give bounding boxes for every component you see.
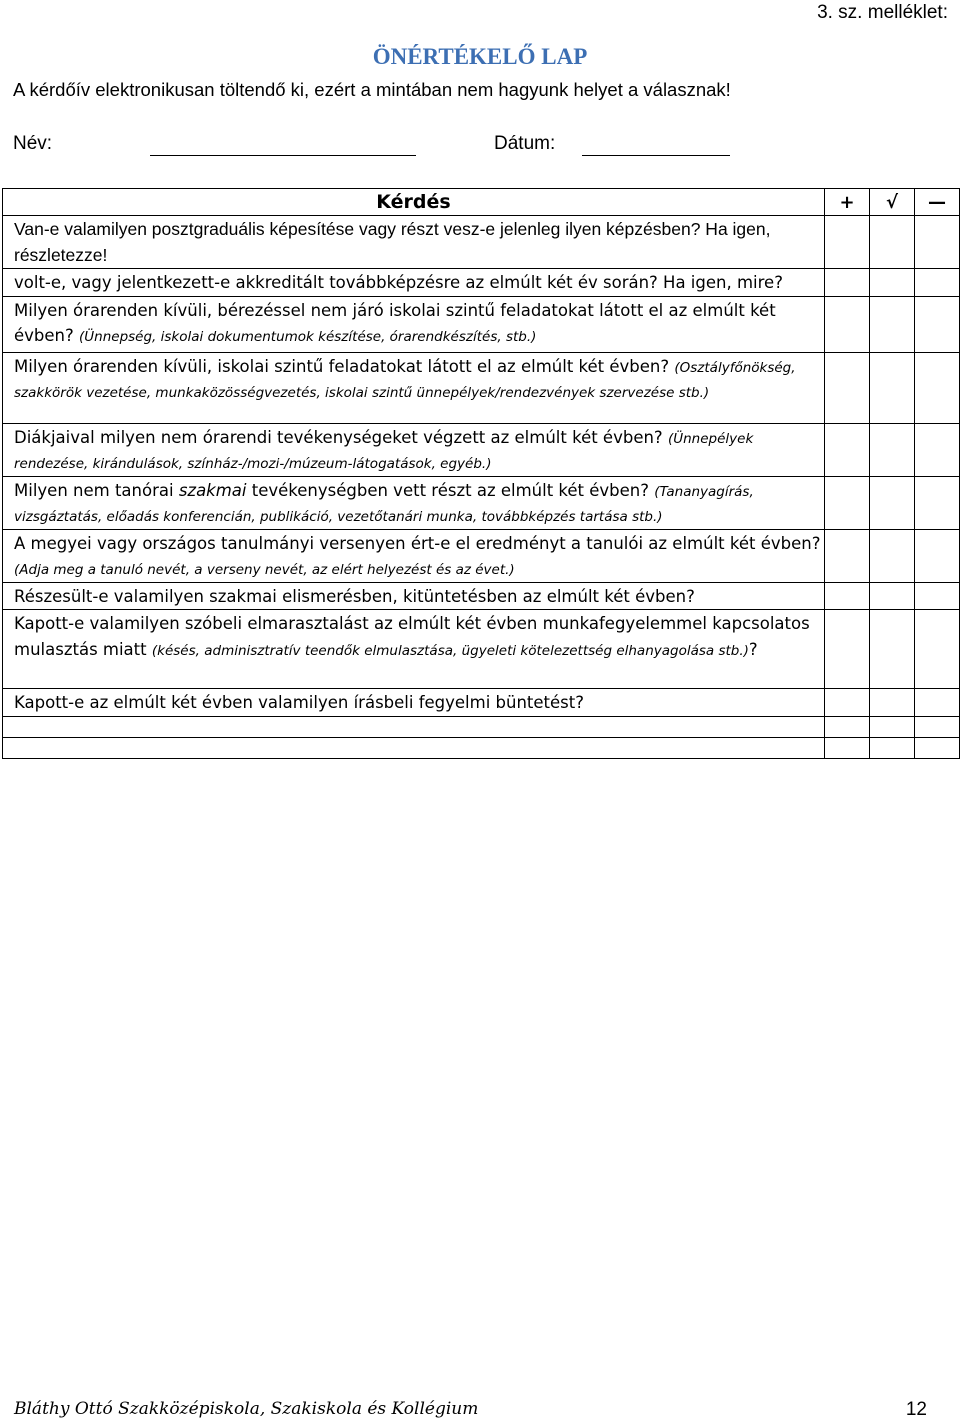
check-cell[interactable] [870, 216, 915, 269]
plus-cell[interactable] [825, 610, 870, 689]
dash-cell[interactable] [915, 423, 960, 476]
question-cell [3, 423, 825, 476]
question-text: A megyei vagy országos tanulmányi versenyen ért-e el eredményt a tanulói az elmúlt két évben? [14, 533, 821, 553]
check-cell[interactable] [870, 352, 915, 423]
question-text-emphasis: szakmai [178, 480, 247, 500]
plus-cell[interactable] [825, 296, 870, 352]
question-cell [3, 296, 825, 352]
question-cell [3, 216, 825, 269]
table-row [3, 269, 960, 297]
dash-cell[interactable] [915, 610, 960, 689]
dash-cell[interactable] [915, 529, 960, 582]
plus-cell[interactable] [825, 423, 870, 476]
question-text: Kapott-e valamilyen szóbeli elmarasztalást az elmúlt két évben munkafegyelemmel kapcsolatos mulasztás miatt [14, 614, 810, 659]
table-row [3, 582, 960, 610]
table-row [3, 216, 960, 269]
header-check: √ [870, 189, 915, 216]
question-cell [3, 689, 825, 717]
dash-cell[interactable] [915, 716, 960, 737]
question-text: Van-e valamilyen posztgraduális képesítése vagy részt vesz-e jelenleg ilyen képzésben? Ha igen, részletezze! [14, 219, 771, 265]
check-cell[interactable] [870, 582, 915, 610]
instruction-text: A kérdőív elektronikusan töltendő ki, ezért a mintában nem hagyunk helyet a válasznak! [13, 79, 731, 100]
table-header-row [3, 189, 960, 216]
question-note: (Tananyagírás, vizsgáztatás, előadás konferencián, publikáció, vezetőtanári munka, továbbképzés tartása stb.) [14, 483, 754, 525]
question-text: Milyen órarenden kívüli, iskolai szintű feladatokat látott el az elmúlt két évben? [14, 356, 670, 376]
question-cell [3, 529, 825, 582]
plus-cell[interactable] [825, 216, 870, 269]
question-note: (késés, adminisztratív teendők elmulasztása, ügyeleti kötelezettség elhanyagolása stb.) [151, 642, 749, 659]
plus-cell[interactable] [825, 689, 870, 717]
question-note: (Ünnepélyek rendezése, kirándulások, színház-/mozi-/múzeum-látogatások, egyéb.) [14, 430, 754, 472]
check-cell[interactable] [870, 716, 915, 737]
question-text: Milyen órarenden kívüli, bérezéssel nem járó iskolai szintű feladatokat látott el az elmúlt két évben? [14, 300, 776, 345]
question-suffix: ? [748, 639, 758, 659]
name-label: Név: [13, 133, 53, 154]
date-label: Dátum: [494, 133, 556, 154]
dash-cell[interactable] [915, 269, 960, 297]
question-cell [3, 269, 825, 297]
plus-cell[interactable] [825, 737, 870, 758]
plus-cell[interactable] [825, 269, 870, 297]
name-field-line[interactable] [150, 155, 416, 156]
table-row [3, 689, 960, 717]
check-cell[interactable] [870, 476, 915, 529]
page-number: 12 [905, 1399, 927, 1420]
date-field-line[interactable] [582, 155, 730, 156]
question-text-pre: Milyen nem tanórai [14, 480, 179, 500]
dash-cell[interactable] [915, 737, 960, 758]
dash-cell[interactable] [915, 216, 960, 269]
question-note: (Osztályfőnökség, szakkörök vezetése, munkaközösségvezetés, iskolai szintű ünnepélyek/rendezvények szervezése stb.) [14, 359, 796, 401]
plus-cell[interactable] [825, 529, 870, 582]
question-cell [3, 476, 825, 529]
dash-cell[interactable] [915, 352, 960, 423]
question-text-post: tevékenységben vett részt az elmúlt két évben? [246, 480, 650, 500]
dash-cell[interactable] [915, 689, 960, 717]
question-cell [3, 352, 825, 423]
plus-cell[interactable] [825, 582, 870, 610]
question-text: Részesült-e valamilyen szakmai elismerésben, kitüntetésben az elmúlt két évben? [14, 586, 695, 606]
question-text: Kapott-e az elmúlt két évben valamilyen írásbeli fegyelmi büntetést? [14, 693, 584, 712]
question-text: volt-e, vagy jelentkezett-e akkreditált továbbképzésre az elmúlt két év során? Ha igen, mire? [14, 273, 783, 292]
check-cell[interactable] [870, 689, 915, 717]
annex-label: 3. sz. melléklet: [817, 2, 948, 23]
table-row [3, 610, 960, 689]
header-plus: + [825, 189, 870, 216]
header-question: Kérdés [3, 189, 825, 216]
table-row-empty [3, 737, 960, 758]
check-cell[interactable] [870, 610, 915, 689]
table-row [3, 352, 960, 423]
table-row [3, 296, 960, 352]
question-note: (Ünnepség, iskolai dokumentumok készítése, órarendkészítés, stb.) [79, 329, 537, 345]
check-cell[interactable] [870, 296, 915, 352]
table-row [3, 423, 960, 476]
question-cell [3, 582, 825, 610]
table-row-empty [3, 716, 960, 737]
footer-school-name: Bláthy Ottó Szakközépiskola, Szakiskola és Kollégium [14, 1399, 479, 1419]
page-title: ÖNÉRTÉKELŐ LAP [372, 44, 588, 69]
check-cell[interactable] [870, 737, 915, 758]
question-cell[interactable] [3, 737, 825, 758]
plus-cell[interactable] [825, 476, 870, 529]
plus-cell[interactable] [825, 716, 870, 737]
table-row [3, 476, 960, 529]
question-note: (Adja meg a tanuló nevét, a verseny nevét, az elért helyezést és az évet.) [14, 562, 515, 578]
check-cell[interactable] [870, 269, 915, 297]
check-cell[interactable] [870, 423, 915, 476]
check-cell[interactable] [870, 529, 915, 582]
dash-cell[interactable] [915, 296, 960, 352]
table-row [3, 529, 960, 582]
question-cell [3, 610, 825, 689]
plus-cell[interactable] [825, 352, 870, 423]
question-text: Diákjaival milyen nem órarendi tevékenységeket végzett az elmúlt két évben? [14, 427, 663, 447]
questions-table [2, 188, 960, 759]
header-dash: — [915, 189, 960, 216]
dash-cell[interactable] [915, 582, 960, 610]
dash-cell[interactable] [915, 476, 960, 529]
question-cell[interactable] [3, 716, 825, 737]
